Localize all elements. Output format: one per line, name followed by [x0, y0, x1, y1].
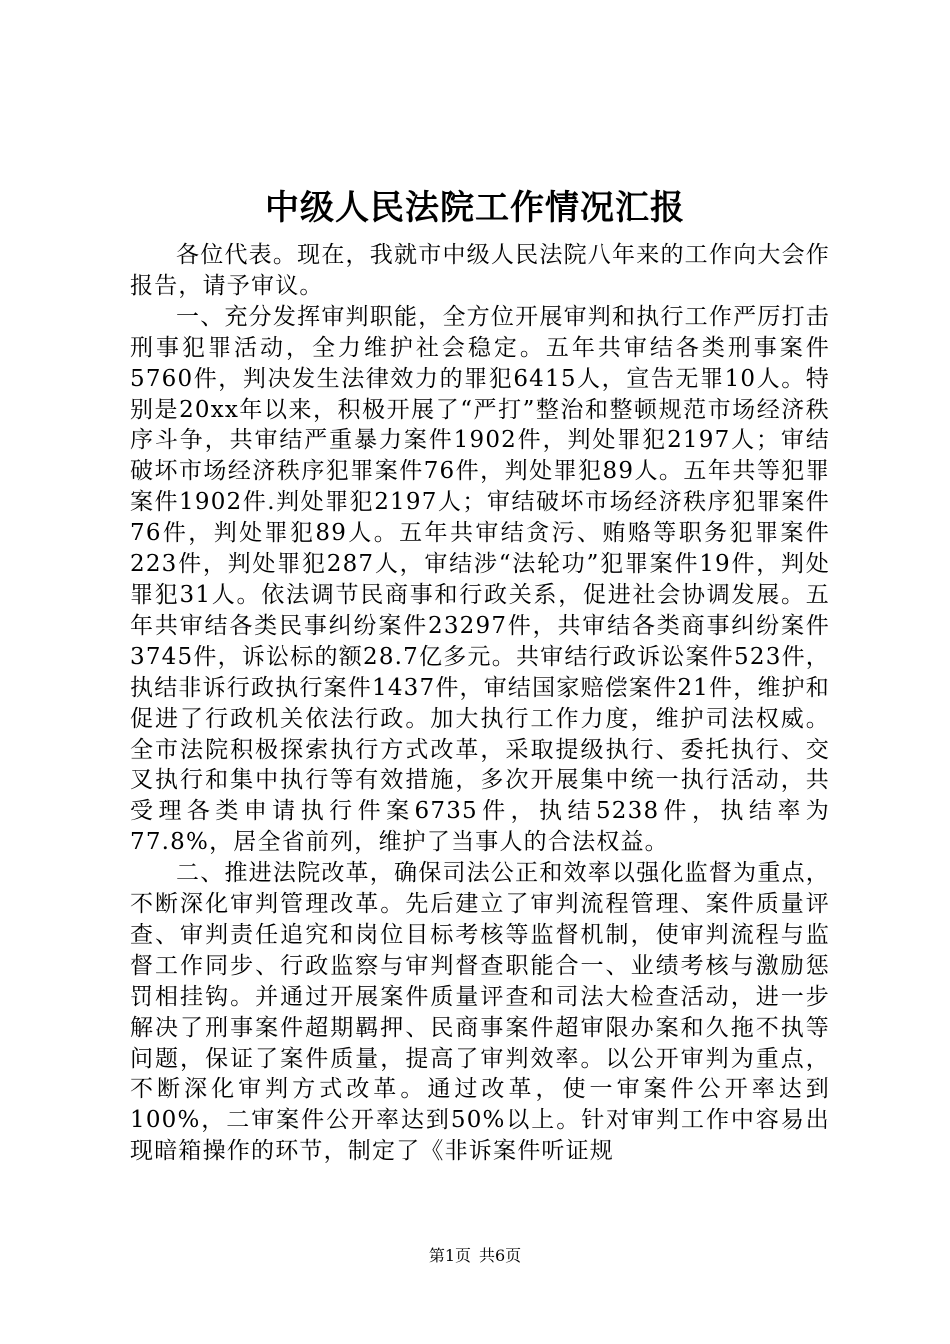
page-total: 共6页 [479, 1246, 522, 1265]
paragraph-section-one: 一、充分发挥审判职能，全方位开展审判和执行工作严厉打击刑事犯罪活动，全力维护社会稳定。五年共审结各类刑事案件5760件，判决发生法律效力的罪犯6415人，宣告无罪10人。特别是20xx年以来，积极开展了“严打”整治和整顿规范市场经济秩序斗争，共审结严重暴力案件1902件，判处罪犯2197人；审结破坏市场经济秩序犯罪案件76件，判处罪犯89人。五年共等犯罪案件1902件.判处罪犯2197人；审结破坏市场经济秩序犯罪案件76件，判处罪犯89人。五年共审结贪污、贿赂等职务犯罪案件223件，判处罪犯287人，审结涉“法轮功”犯罪案件19件，判处罪犯31人。依法调节民商事和行政关系，促进社会协调发展。五年共审结各类民事纠纷案件23297件，共审结各类商事纠纷案件3745件，诉讼标的额28.7亿多元。共审结行政诉讼案件523件，执结非诉行政执行案件1437件，审结国家赔偿案件21件，维护和促进了行政机关依法行政。加大执行工作力度，维护司法权威。全市法院积极探索执行方式改革，采取提级执行、委托执行、交叉执行和集中执行等有效措施，多次开展集中统一执行活动，共受理各类申请执行件案6735件，执结5238件，执结率为77.8%，居全省前列，维护了当事人的合法权益。 [130, 303, 830, 856]
paragraph-section-two: 二、推进法院改革，确保司法公正和效率以强化监督为重点，不断深化审判管理改革。先后建立了审判流程管理、案件质量评查、审判责任追究和岗位目标考核等监督机制，使审判流程与监督工作同步、行政监察与审判督查职能合一、业绩考核与激励惩罚相挂钩。并通过开展案件质量评查和司法大检查活动，进一步解决了刑事案件超期羁押、民商事案件超审限办案和久拖不执等问题，保证了案件质量，提高了审判效率。以公开审判为重点，不断深化审判方式改革。通过改革，使一审案件公开率达到100%，二审案件公开率达到50%以上。针对审判工作中容易出现暗箱操作的环节，制定了《非诉案件听证规 [130, 860, 830, 1165]
page-number: 第1页 [428, 1246, 471, 1265]
page-footer [0, 1243, 950, 1266]
document-body [130, 240, 830, 1167]
document-title: 中级人民法院工作情况汇报 [265, 188, 685, 228]
paragraph-greeting: 各位代表。现在，我就市中级人民法院八年来的工作向大会作报告，请予审议。 [130, 242, 830, 299]
